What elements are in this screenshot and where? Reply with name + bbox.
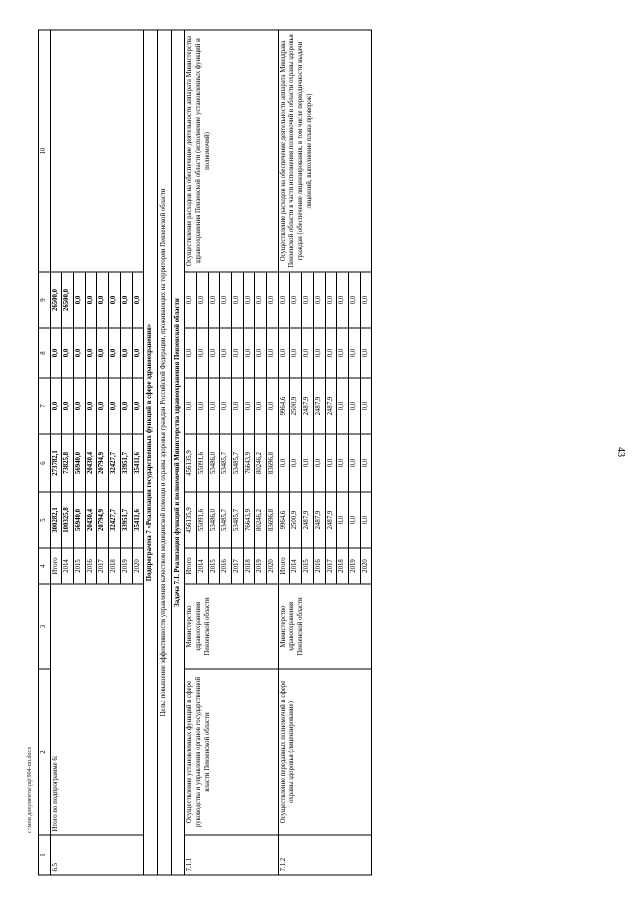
amount-cell: 55091,6 bbox=[196, 492, 208, 548]
header-col-6: 6 bbox=[39, 434, 51, 492]
amount-cell: 0,0 bbox=[348, 328, 360, 378]
item-number: 7.1.1 bbox=[185, 835, 279, 875]
amount-cell: 2500,9 bbox=[290, 378, 302, 434]
result-text: Осуществление расходов на обеспечение деятельности аппарата Минздрава Пензенской области в части исполнения полномочий в области охраны здоровья граждан (обеспечение лицензирования, в том числе периодичности выдачи лицензий, выполнение плана проверок) bbox=[278, 30, 372, 272]
year-cell: 2020 bbox=[360, 548, 372, 584]
amount-cell: 0,0 bbox=[360, 328, 372, 378]
amount-cell: 0,0 bbox=[220, 378, 232, 434]
amount-cell: 32427,7 bbox=[109, 492, 121, 548]
amount-cell: 32427,7 bbox=[109, 434, 121, 492]
amount-cell: 0,0 bbox=[290, 328, 302, 378]
amount-cell: 0,0 bbox=[337, 434, 349, 492]
measure-row bbox=[185, 30, 197, 875]
header-col-5: 5 bbox=[39, 492, 51, 548]
amount-cell: 73825,8 bbox=[62, 434, 74, 492]
amount-cell: 0,0 bbox=[255, 272, 267, 328]
amount-cell: 0,0 bbox=[232, 378, 244, 434]
amount-cell: 9964,6 bbox=[278, 378, 290, 434]
amount-cell: 0,0 bbox=[348, 272, 360, 328]
goal-text: Цель: повышение эффективности управления качеством медицинской помощи и охраны здоровья граждан Российской Федерации, проживающих на территории Пензенской области bbox=[157, 30, 171, 875]
amount-cell: 35411,6 bbox=[132, 492, 144, 548]
amount-cell: 273782,1 bbox=[50, 434, 62, 492]
amount-cell: 0,0 bbox=[196, 378, 208, 434]
subprogram-title-row bbox=[144, 30, 158, 875]
amount-cell: 0,0 bbox=[337, 272, 349, 328]
subprogram-title: Подпрограмма 7 «Реализация государственных функций в сфере здравоохранения» bbox=[144, 30, 158, 875]
amount-cell: 0,0 bbox=[278, 434, 290, 492]
amount-cell: 0,0 bbox=[255, 328, 267, 378]
amount-cell: 53486,0 bbox=[208, 492, 220, 548]
amount-cell: 53485,7 bbox=[232, 492, 244, 548]
amount-cell: 33951,7 bbox=[120, 434, 132, 492]
measure-row bbox=[278, 30, 290, 875]
amount-cell: 80246,2 bbox=[255, 492, 267, 548]
header-col-8: 8 bbox=[39, 328, 51, 378]
year-cell: 2014 bbox=[62, 548, 74, 584]
amount-cell: 53485,7 bbox=[232, 434, 244, 492]
amount-cell: 0,0 bbox=[208, 272, 220, 328]
amount-cell: 0,0 bbox=[313, 434, 325, 492]
amount-cell: 0,0 bbox=[325, 328, 337, 378]
header-col-1: 1 bbox=[39, 835, 51, 875]
amount-cell: 0,0 bbox=[85, 378, 97, 434]
year-cell: 2020 bbox=[132, 548, 144, 584]
amount-cell: 9964,6 bbox=[278, 492, 290, 548]
year-cell: Итого bbox=[50, 548, 62, 584]
year-cell: 2017 bbox=[97, 548, 109, 584]
amount-cell: 0,0 bbox=[50, 378, 62, 434]
amount-cell: 76643,9 bbox=[243, 434, 255, 492]
amount-cell: 20794,9 bbox=[97, 492, 109, 548]
executor: Министерство здравоохранения Пензенской области bbox=[185, 584, 279, 669]
amount-cell: 0,0 bbox=[185, 378, 197, 434]
amount-cell: 0,0 bbox=[74, 328, 86, 378]
amount-cell: 0,0 bbox=[290, 272, 302, 328]
amount-cell: 0,0 bbox=[243, 272, 255, 328]
amount-cell: 0,0 bbox=[120, 328, 132, 378]
amount-cell: 35411,6 bbox=[132, 434, 144, 492]
amount-cell: 0,0 bbox=[348, 492, 360, 548]
item-number: 7.1.2 bbox=[278, 835, 372, 875]
amount-cell: 0,0 bbox=[243, 378, 255, 434]
amount-cell: 83696,8 bbox=[267, 434, 279, 492]
year-cell: 2018 bbox=[243, 548, 255, 584]
year-cell: 2014 bbox=[196, 548, 208, 584]
header-col-2: 2 bbox=[39, 669, 51, 835]
amount-cell: 0,0 bbox=[348, 434, 360, 492]
amount-cell: 0,0 bbox=[302, 434, 314, 492]
amount-cell: 20794,9 bbox=[97, 434, 109, 492]
amount-cell: 0,0 bbox=[220, 272, 232, 328]
amount-cell: 0,0 bbox=[85, 272, 97, 328]
amount-cell: 0,0 bbox=[337, 492, 349, 548]
amount-cell: 0,0 bbox=[97, 272, 109, 328]
amount-cell: 0,0 bbox=[267, 378, 279, 434]
year-cell: 2018 bbox=[109, 548, 121, 584]
amount-cell: 0,0 bbox=[278, 272, 290, 328]
year-cell: 2019 bbox=[348, 548, 360, 584]
year-cell: 2017 bbox=[325, 548, 337, 584]
result-cell bbox=[50, 30, 144, 272]
amount-cell: 2487,9 bbox=[302, 378, 314, 434]
amount-cell: 0,0 bbox=[360, 272, 372, 328]
amount-cell: 0,0 bbox=[325, 272, 337, 328]
result-text: Осуществление расходов на обеспечение деятельности аппарата Министерства здравоохранения Пензенской области (исполнение установленных функций и полномочий) bbox=[185, 30, 279, 272]
amount-cell: 56940,0 bbox=[74, 434, 86, 492]
table-body bbox=[39, 30, 372, 875]
year-cell: Итого bbox=[278, 548, 290, 584]
file-path-footer: c:\мои документы\рф\904-пп.docx bbox=[27, 746, 33, 834]
amount-cell: 0,0 bbox=[302, 272, 314, 328]
amount-cell: 53485,7 bbox=[220, 492, 232, 548]
amount-cell: 2487,9 bbox=[325, 378, 337, 434]
amount-cell: 0,0 bbox=[120, 272, 132, 328]
amount-cell: 0,0 bbox=[62, 378, 74, 434]
amount-cell: 0,0 bbox=[290, 434, 302, 492]
measure-name: Осуществление установленных функций в сфере руководства и управления органов государственной власти Пензенской области bbox=[185, 669, 279, 835]
amount-cell: 0,0 bbox=[196, 272, 208, 328]
task-row bbox=[171, 30, 185, 875]
amount-cell: 0,0 bbox=[50, 328, 62, 378]
amount-cell: 80246,2 bbox=[255, 434, 267, 492]
item-number: 6.5 bbox=[50, 835, 144, 875]
amount-cell: 2500,9 bbox=[290, 492, 302, 548]
year-cell: 2015 bbox=[302, 548, 314, 584]
amount-cell: 0,0 bbox=[109, 272, 121, 328]
amount-cell: 2487,9 bbox=[313, 378, 325, 434]
amount-cell: 53486,0 bbox=[208, 434, 220, 492]
amount-cell: 0,0 bbox=[132, 378, 144, 434]
amount-cell: 0,0 bbox=[232, 328, 244, 378]
amount-cell: 0,0 bbox=[313, 272, 325, 328]
amount-cell: 0,0 bbox=[208, 328, 220, 378]
executor: Министерство здравоохранения Пензенской области bbox=[278, 584, 372, 669]
year-cell: 2020 bbox=[267, 548, 279, 584]
amount-cell: 456135,9 bbox=[185, 492, 197, 548]
amount-cell: 0,0 bbox=[208, 378, 220, 434]
year-cell: 2015 bbox=[74, 548, 86, 584]
header-col-4: 4 bbox=[39, 548, 51, 584]
amount-cell: 0,0 bbox=[196, 328, 208, 378]
amount-cell: 0,0 bbox=[278, 328, 290, 378]
amount-cell: 0,0 bbox=[360, 492, 372, 548]
year-cell: 2018 bbox=[337, 548, 349, 584]
amount-cell: 456135,9 bbox=[185, 434, 197, 492]
amount-cell: 26500,0 bbox=[62, 272, 74, 328]
amount-cell: 0,0 bbox=[97, 328, 109, 378]
page-number: 43 bbox=[615, 447, 626, 457]
rotated-page bbox=[38, 31, 586, 876]
amount-cell: 76643,9 bbox=[243, 492, 255, 548]
header-col-3: 3 bbox=[39, 584, 51, 669]
amount-cell: 83696,8 bbox=[267, 492, 279, 548]
amount-cell: 0,0 bbox=[360, 378, 372, 434]
year-cell: 2015 bbox=[208, 548, 220, 584]
amount-cell: 0,0 bbox=[120, 378, 132, 434]
goal-row bbox=[157, 30, 171, 875]
amount-cell: 53485,7 bbox=[220, 434, 232, 492]
year-cell: 2016 bbox=[220, 548, 232, 584]
header-col-10: 10 bbox=[39, 30, 51, 272]
year-cell: 2019 bbox=[120, 548, 132, 584]
amount-cell: 0,0 bbox=[232, 272, 244, 328]
amount-cell: 0,0 bbox=[325, 434, 337, 492]
measure-name: Осуществление переданных полномочий в сфере охраны здоровья (лицензирование) bbox=[278, 669, 372, 835]
year-cell: 2016 bbox=[313, 548, 325, 584]
year-cell: 2016 bbox=[85, 548, 97, 584]
total-row bbox=[50, 30, 62, 875]
amount-cell: 0,0 bbox=[97, 378, 109, 434]
amount-cell: 0,0 bbox=[243, 328, 255, 378]
header-col-9: 9 bbox=[39, 272, 51, 328]
amount-cell: 56940,0 bbox=[74, 492, 86, 548]
subprogram-table bbox=[38, 30, 372, 876]
amount-cell: 0,0 bbox=[255, 378, 267, 434]
amount-cell: 0,0 bbox=[337, 378, 349, 434]
amount-cell: 2487,9 bbox=[325, 492, 337, 548]
amount-cell: 2487,9 bbox=[313, 492, 325, 548]
amount-cell: 0,0 bbox=[313, 328, 325, 378]
amount-cell: 0,0 bbox=[185, 328, 197, 378]
amount-cell: 0,0 bbox=[337, 328, 349, 378]
amount-cell: 0,0 bbox=[302, 328, 314, 378]
amount-cell: 26500,0 bbox=[50, 272, 62, 328]
amount-cell: 0,0 bbox=[62, 328, 74, 378]
amount-cell: 2487,9 bbox=[302, 492, 314, 548]
year-cell: 2019 bbox=[255, 548, 267, 584]
amount-cell: 0,0 bbox=[85, 328, 97, 378]
year-cell: 2017 bbox=[232, 548, 244, 584]
amount-cell: 0,0 bbox=[267, 328, 279, 378]
amount-cell: 20430,4 bbox=[85, 434, 97, 492]
amount-cell: 0,0 bbox=[132, 328, 144, 378]
amount-cell: 55091,6 bbox=[196, 434, 208, 492]
amount-cell: 0,0 bbox=[360, 434, 372, 492]
amount-cell: 300282,1 bbox=[50, 492, 62, 548]
header-row bbox=[39, 30, 51, 875]
amount-cell: 100325,8 bbox=[62, 492, 74, 548]
total-label: Итого по подпрограмме 6: bbox=[50, 584, 144, 835]
task-title: Задача 7.1. Реализация функций и полномочий Министерства здравоохранения Пензенской области bbox=[171, 30, 185, 875]
amount-cell: 33951,7 bbox=[120, 492, 132, 548]
amount-cell: 0,0 bbox=[109, 328, 121, 378]
header-col-7: 7 bbox=[39, 378, 51, 434]
amount-cell: 0,0 bbox=[185, 272, 197, 328]
amount-cell: 0,0 bbox=[220, 328, 232, 378]
amount-cell: 0,0 bbox=[132, 272, 144, 328]
amount-cell: 20430,4 bbox=[85, 492, 97, 548]
amount-cell: 0,0 bbox=[74, 378, 86, 434]
year-cell: Итого bbox=[185, 548, 197, 584]
amount-cell: 0,0 bbox=[348, 378, 360, 434]
amount-cell: 0,0 bbox=[74, 272, 86, 328]
amount-cell: 0,0 bbox=[109, 378, 121, 434]
amount-cell: 0,0 bbox=[267, 272, 279, 328]
year-cell: 2014 bbox=[290, 548, 302, 584]
